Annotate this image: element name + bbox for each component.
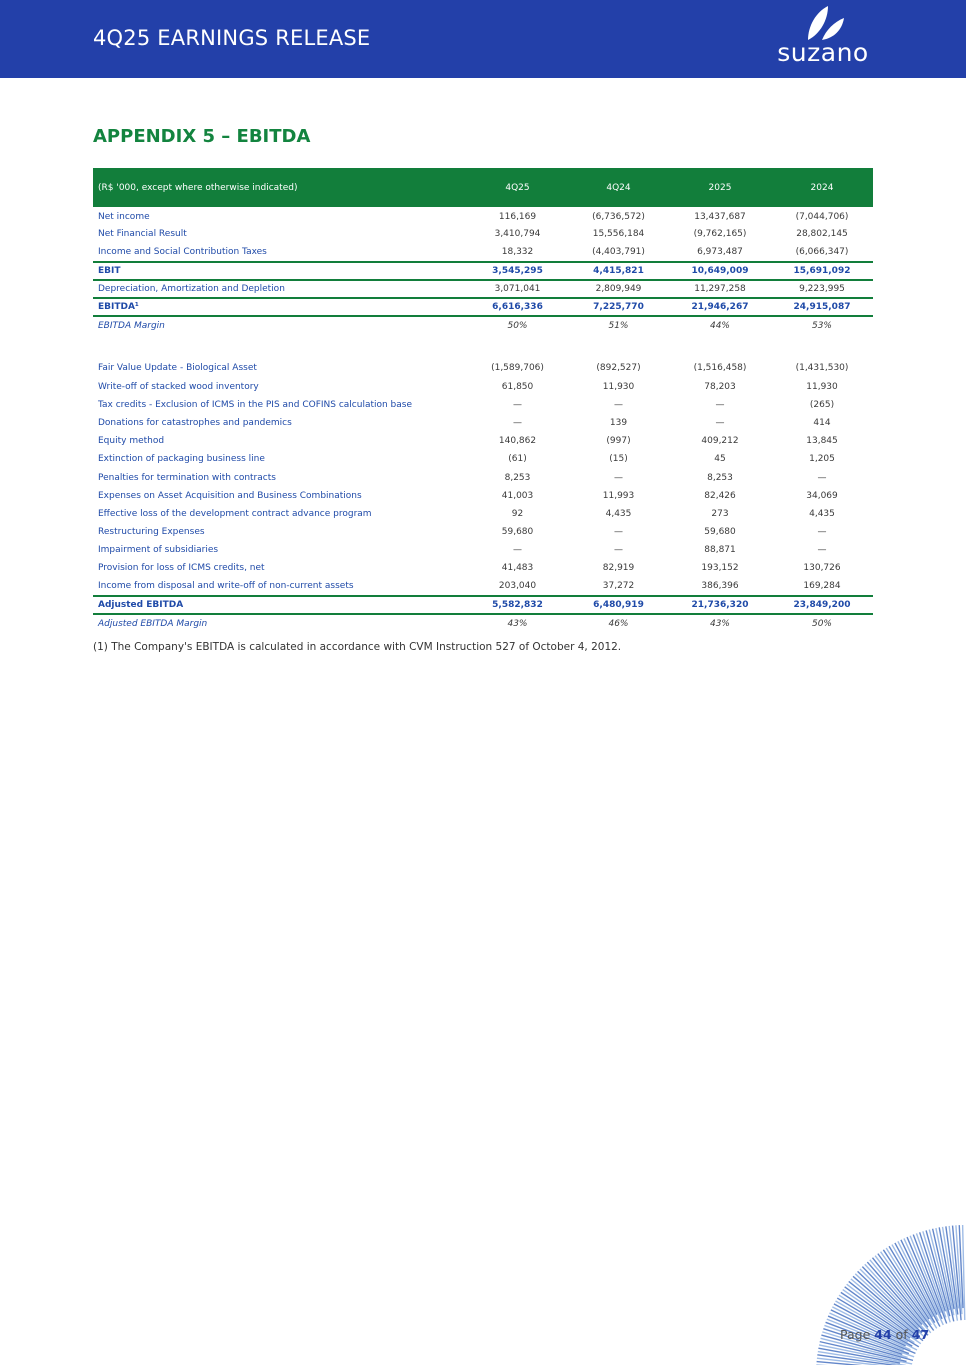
row-label: Provision for loss of ICMS credits, net [98, 563, 265, 574]
row-label: Donations for catastrophes and pandemics [98, 417, 292, 428]
margin-row [93, 316, 873, 334]
table-cell: 44% [709, 320, 730, 331]
table-cell: 11,993 [602, 490, 635, 501]
table-row [93, 559, 873, 577]
table-cell: 28,802,145 [796, 229, 848, 240]
row-label: Income and Social Contribution Taxes [98, 246, 267, 257]
table-cell: 43% [507, 618, 528, 629]
table-cell: 1,205 [809, 454, 835, 465]
table-cell: (997) [606, 436, 631, 447]
table-cell: 3,071,041 [494, 283, 541, 294]
table-cell: 4,415,821 [568, 262, 669, 280]
table-cell: — [513, 545, 522, 556]
table-cell: 11,930 [602, 381, 635, 392]
table-cell: (4,403,791) [592, 246, 645, 257]
table-cell: 7,225,770 [568, 298, 669, 316]
table-cell: (1,516,458) [693, 363, 747, 374]
table-cell: 6,480,919 [568, 596, 669, 614]
table-cell: 3,545,295 [467, 262, 568, 280]
table-cell: 193,152 [701, 563, 739, 574]
column-header: 2025 [669, 168, 771, 207]
page-prefix: Page [840, 1327, 871, 1342]
table-row [93, 505, 873, 523]
table-cell: 273 [711, 508, 729, 519]
table-cell: 169,284 [803, 581, 841, 592]
table-cell: 11,297,258 [694, 283, 746, 294]
table-cell: 4,435 [809, 508, 835, 519]
row-label: Adjusted EBITDA [93, 596, 467, 614]
table-cell: — [715, 399, 725, 410]
row-label: Extinction of packaging business line [98, 454, 265, 465]
page-header [0, 0, 966, 78]
table-cell: 24,915,087 [771, 298, 873, 316]
table-cell: — [513, 399, 522, 410]
table-cell: 43% [709, 618, 730, 629]
row-label: Tax credits - Exclusion of ICMS in the PIS and COFINS calculation base [98, 399, 413, 410]
page-current: 44 [874, 1327, 892, 1342]
column-header: 4Q25 [467, 168, 568, 207]
table-cell: 386,396 [701, 581, 739, 592]
table-row [93, 468, 873, 486]
row-label: EBITDA Margin [98, 320, 165, 331]
table-cell: 41,483 [501, 563, 534, 574]
page-number [840, 1327, 929, 1342]
table-cell: — [817, 545, 827, 556]
table-row [93, 487, 873, 505]
table-cell: (6,736,572) [592, 211, 645, 222]
table-cell: 82,426 [704, 490, 736, 501]
suzano-logo [770, 4, 880, 70]
row-label: Adjusted EBITDA Margin [98, 618, 208, 629]
table-cell: 37,272 [602, 581, 635, 592]
table-cell: 88,871 [704, 545, 736, 556]
table-cell: 116,169 [498, 211, 537, 222]
table-row [93, 414, 873, 432]
table-cell: 9,223,995 [799, 283, 845, 294]
table-cell: (61) [508, 454, 527, 465]
table-cell: — [614, 399, 623, 410]
row-label: Net Financial Result [98, 229, 187, 240]
report-title: 4Q25 EARNINGS RELEASE [93, 26, 371, 50]
table-cell: (7,044,706) [795, 211, 849, 222]
table-cell: 46% [608, 618, 629, 629]
table-cell: (892,527) [596, 363, 641, 374]
table-cell: (265) [809, 399, 835, 410]
table-cell: 8,253 [504, 472, 531, 483]
table-cell: 51% [608, 320, 629, 331]
table-cell: — [614, 472, 623, 483]
row-label: Effective loss of the development contract advance program [98, 508, 372, 519]
table-cell: 414 [813, 417, 831, 428]
table-cell: 82,919 [602, 563, 635, 574]
table-row [93, 225, 873, 243]
table-cell: — [614, 545, 623, 556]
row-label: Income from disposal and write-off of non-current assets [98, 581, 354, 592]
row-label: Penalties for termination with contracts [98, 472, 276, 483]
table-cell: 11,930 [806, 381, 838, 392]
table-cell: 130,726 [803, 563, 841, 574]
table-cell: (6,066,347) [795, 246, 849, 257]
table-cell: 15,556,184 [592, 229, 645, 240]
table-cell: 21,736,320 [669, 596, 771, 614]
table-cell: (1,589,706) [491, 363, 544, 374]
table-cell: 2,809,949 [595, 283, 642, 294]
table-row [93, 432, 873, 450]
row-label: Equity method [98, 436, 165, 447]
table-cell: 8,253 [707, 472, 733, 483]
table-cell: 50% [507, 320, 528, 331]
table-cell: 140,862 [498, 436, 537, 447]
table-row [93, 243, 873, 261]
page-of: of [895, 1327, 908, 1342]
table-row [93, 578, 873, 596]
table-cell: 61,850 [501, 381, 534, 392]
table-cell: 409,212 [701, 436, 739, 447]
decorative-sunburst-icon [762, 1225, 966, 1365]
table-row [93, 378, 873, 396]
table-cell: 139 [609, 417, 628, 428]
table-cell: 41,003 [501, 490, 534, 501]
section-title: APPENDIX 5 – EBITDA [93, 126, 311, 147]
table-row [93, 541, 873, 559]
table-cell: 21,946,267 [669, 298, 771, 316]
table-cell: 6,616,336 [467, 298, 568, 316]
spacer-row [93, 334, 873, 359]
table-cell: 78,203 [704, 381, 736, 392]
row-label: EBITDA¹ [93, 298, 467, 316]
table-cell: 5,582,832 [467, 596, 568, 614]
table-cell: 53% [811, 320, 832, 331]
page-total: 47 [911, 1327, 930, 1342]
row-label: Expenses on Asset Acquisition and Business Combinations [98, 490, 362, 501]
margin-row [93, 614, 873, 632]
table-cell: 13,437,687 [694, 211, 746, 222]
table-cell: 203,040 [498, 581, 537, 592]
table-row [93, 450, 873, 468]
row-label: EBIT [93, 262, 467, 280]
table-cell: 13,845 [806, 436, 838, 447]
table-cell: 15,691,092 [771, 262, 873, 280]
table-cell: (9,762,165) [693, 229, 747, 240]
table-cell: 23,849,200 [771, 596, 873, 614]
table-header-row [93, 168, 873, 207]
table-row [93, 207, 873, 225]
logo-wordmark: suzano [777, 38, 869, 67]
table-cell: — [817, 527, 827, 538]
column-header: 4Q24 [568, 168, 669, 207]
row-label: Net income [98, 211, 150, 222]
table-row [93, 280, 873, 298]
table-cell: — [715, 417, 725, 428]
ebitda-table [93, 168, 873, 632]
subtotal-row [93, 262, 873, 280]
table-cell: — [817, 472, 827, 483]
table-cell: — [614, 527, 623, 538]
table-cell: 50% [811, 618, 832, 629]
table-row [93, 523, 873, 541]
row-label: Impairment of subsidiaries [98, 545, 219, 556]
table-cell: 34,069 [806, 490, 838, 501]
column-header: (R$ '000, except where otherwise indicated) [93, 168, 467, 207]
subtotal-row [93, 298, 873, 316]
table-cell: 45 [714, 454, 726, 465]
table-cell: 59,680 [704, 527, 736, 538]
table-row [93, 396, 873, 414]
table-cell: 6,973,487 [697, 246, 743, 257]
table-cell: 18,332 [501, 246, 534, 257]
column-header: 2024 [771, 168, 873, 207]
table-cell: 59,680 [501, 527, 534, 538]
row-label: Write-off of stacked wood inventory [98, 381, 259, 392]
footnote: (1) The Company's EBITDA is calculated in accordance with CVM Instruction 527 of October 4, 2012. [93, 641, 622, 653]
table-cell: (1,431,530) [795, 363, 849, 374]
table-cell: 4,435 [605, 508, 632, 519]
table-cell: — [513, 417, 522, 428]
table-cell: 10,649,009 [669, 262, 771, 280]
table-row [93, 359, 873, 377]
row-label: Restructuring Expenses [98, 527, 205, 538]
table-cell: (15) [609, 454, 628, 465]
table-cell: 3,410,794 [494, 229, 541, 240]
row-label: Depreciation, Amortization and Depletion [98, 283, 285, 294]
subtotal-row [93, 596, 873, 614]
table-cell: 92 [511, 508, 524, 519]
row-label: Fair Value Update - Biological Asset [98, 363, 257, 374]
